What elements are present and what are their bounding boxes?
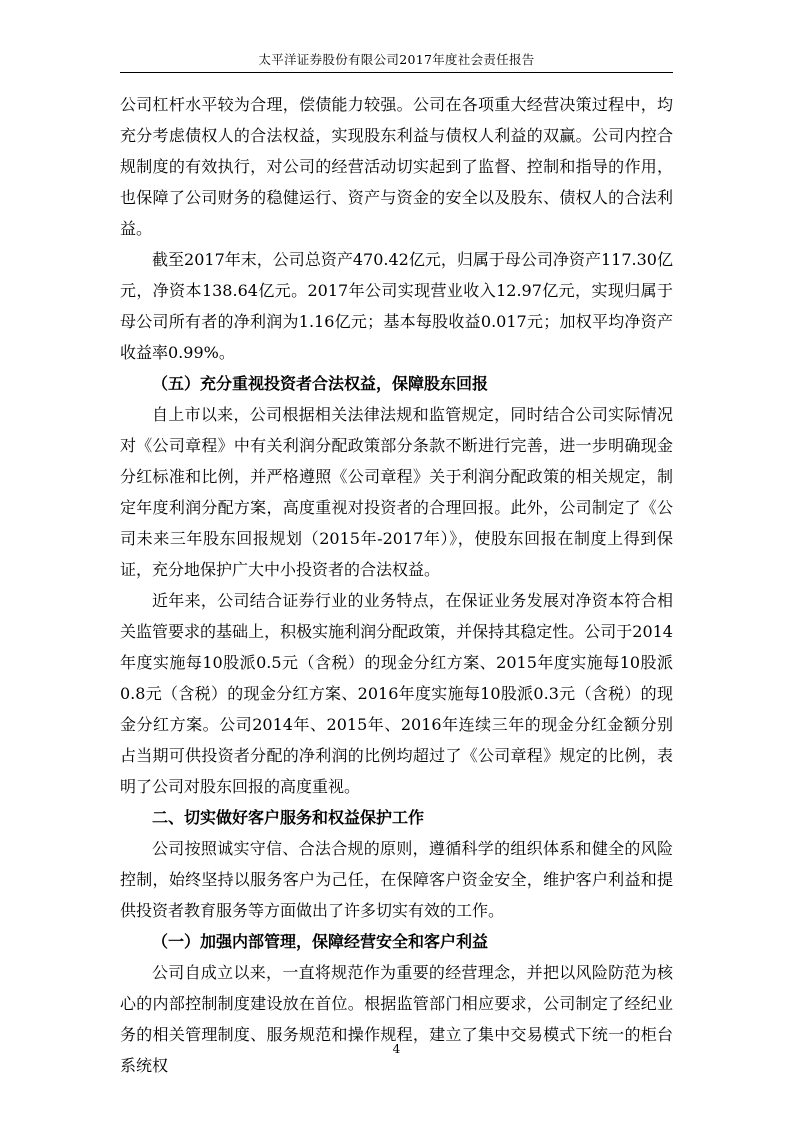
paragraph-financial-figures: 截至2017年末，公司总资产470.42亿元，归属于母公司净资产117.30亿元，净资本138.64亿元。2017年公司实现营业收入12.97亿元，实现归属于母公司所有者的净利润为1.16亿元；基本每股收益0.017元；加权平均净资产收益率0.99%。 <box>120 250 673 362</box>
section-heading-internal-management: （一）加强内部管理，保障经营安全和客户利益 <box>152 932 489 951</box>
page-body <box>120 89 673 1081</box>
section-heading-investor-rights: （五）充分重视投资者合法权益，保障股东回报 <box>152 374 489 393</box>
page-number: 4 <box>392 1042 401 1056</box>
running-header: 太平洋证券股份有限公司2017年度社会责任报告 <box>258 52 535 67</box>
paragraph-internal-control: 公司自成立以来，一直将规范作为重要的经营理念，并把以风险防范为核心的内部控制制度建设放在首位。根据监管部门相应要求，公司制定了经纪业务的相关管理制度、服务规范和操作规程，建立了集中交易模式下统一的柜台系统权 <box>120 963 673 1075</box>
paragraph-cash-dividends: 近年来，公司结合证券行业的业务特点，在保证业务发展对净资本符合相关监管要求的基础上，积极实施利润分配政策，并保持其稳定性。公司于2014年度实施每10股派0.5元（含税）的现金分红方案、2015年度实施每10股派0.8元（含税）的现金分红方案、2016年度实施每10股派0.3元（含税）的现金分红方案。公司2014年、2015年、2016年连续三年的现金分红金额分别占当期可供投资者分配的净利润的比例均超过了《公司章程》规定的比例，表明了公司对股东回报的高度重视。 <box>120 591 673 796</box>
section-heading-client-service: 二、切实做好客户服务和权益保护工作 <box>152 808 425 827</box>
paragraph-profit-distribution-policy: 自上市以来，公司根据相关法律法规和监管规定，同时结合公司实际情况对《公司章程》中有关利润分配政策部分条款不断进行完善，进一步明确现金分红标准和比例，并严格遵照《公司章程》关于利润分配政策的相关规定，制定年度利润分配方案，高度重视对投资者的合理回报。此外，公司制定了《公司未来三年股东回报规划（2015年-2017年）》，使股东回报在制度上得到保证，充分地保护广大中小投资者的合法权益。 <box>120 405 673 579</box>
header-divider <box>120 72 673 73</box>
paragraph-client-service-principles: 公司按照诚实守信、合法合规的原则，遵循科学的组织体系和健全的风险控制，始终坚持以服务客户为己任，在保障客户资金安全，维护客户利益和提供投资者教育服务等方面做出了许多切实有效的工作。 <box>120 839 673 920</box>
paragraph-creditor-interests: 公司杠杆水平较为合理，偿债能力较强。公司在各项重大经营决策过程中，均充分考虑债权人的合法权益，实现股东利益与债权人利益的双赢。公司内控合规制度的有效执行，对公司的经营活动切实起到了监督、控制和指导的作用，也保障了公司财务的稳健运行、资产与资金的安全以及股东、债权人的合法利益。 <box>120 95 673 238</box>
